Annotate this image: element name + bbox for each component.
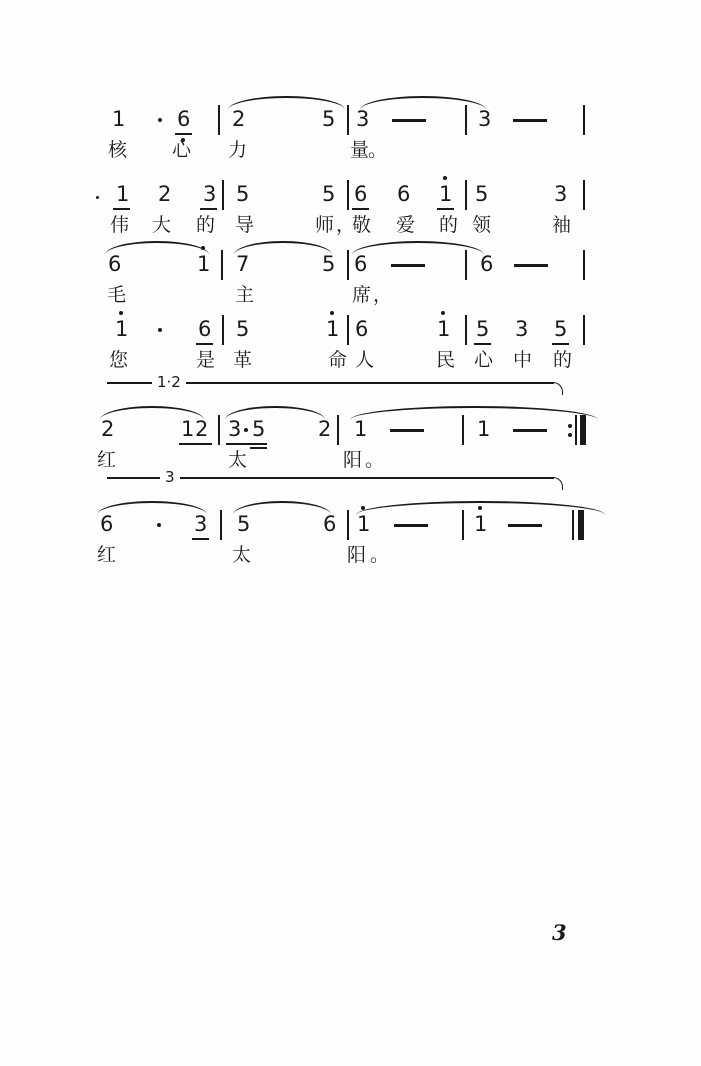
beam-underline [552, 343, 569, 345]
lyric-char: ， [373, 284, 393, 306]
lyric-char: 爱 [396, 214, 416, 236]
note-digit: 2 [101, 417, 115, 441]
barline [220, 510, 222, 540]
note-digit: 5 [236, 317, 250, 341]
lyric-char: 心 [474, 349, 494, 371]
note-digit: 1 [437, 317, 451, 341]
barline [218, 105, 220, 135]
barline [583, 250, 585, 280]
barline [347, 105, 349, 135]
sustain-dash [514, 264, 548, 267]
beam-underline [200, 208, 217, 210]
repeat-dot [568, 424, 572, 428]
barline [347, 250, 349, 280]
note-digit: 3 [228, 417, 242, 441]
lyric-char: 阳 [343, 449, 363, 471]
note-digit: 6 [323, 512, 337, 536]
octave-dot-high [119, 311, 123, 315]
tie-arc [350, 406, 598, 420]
beam-underline [192, 538, 209, 540]
lyric-char: 革 [233, 349, 253, 371]
volta-label: 1·2 [152, 373, 186, 391]
note-digit: 1 [115, 317, 129, 341]
beam-underline [196, 343, 213, 345]
note-digit: 3 [356, 107, 370, 131]
volta-hook [552, 477, 563, 490]
note-digit: 6 [354, 252, 368, 276]
lyric-char: ， [336, 214, 356, 236]
note-digit: 3 [554, 182, 568, 206]
augmentation-dot [158, 328, 162, 332]
lyric-char: 大 [152, 214, 172, 236]
lyric-char: 太 [232, 544, 252, 566]
beam-underline [175, 133, 192, 135]
note-digit: 1 [354, 417, 368, 441]
note-digit: 6 [355, 317, 369, 341]
lyric-char: 领 [472, 214, 492, 236]
lyric-char: 是 [196, 349, 216, 371]
note-digit: 1 [439, 182, 453, 206]
note-digit: 1 [357, 512, 371, 536]
note-digit: 3 [478, 107, 492, 131]
barline [337, 415, 339, 445]
note-digit: 5 [236, 182, 250, 206]
tie-arc [356, 501, 605, 515]
note-digit: 3 [194, 512, 208, 536]
lyric-char: 红 [97, 544, 117, 566]
lyric-char: 力 [228, 139, 248, 161]
barline [222, 180, 224, 210]
note-digit: 2 [195, 417, 209, 441]
note-digit: 5 [322, 107, 336, 131]
note-digit: 3 [203, 182, 217, 206]
note-digit: 1 [197, 252, 211, 276]
lyric-char: 席 [352, 284, 372, 306]
lyric-char: 的 [553, 349, 573, 371]
lyric-char: 红 [97, 449, 117, 471]
note-digit: 5 [252, 417, 266, 441]
lyric-char: 的 [439, 214, 459, 236]
lyric-char: 民 [436, 349, 456, 371]
lyric-char: 伟 [110, 214, 130, 236]
barline [583, 180, 585, 210]
ink-speck [96, 196, 99, 199]
augmentation-dot [244, 428, 248, 432]
lyric-char: 您 [109, 349, 129, 371]
lyric-char: 人 [355, 349, 375, 371]
lyric-char: 袖 [552, 214, 572, 236]
sustain-dash [508, 524, 542, 527]
barline [583, 315, 585, 345]
slur-arc [225, 406, 325, 420]
sustain-dash [394, 524, 428, 527]
octave-dot-high [330, 311, 334, 315]
barline [465, 180, 467, 210]
lyric-char: 阳 [347, 544, 367, 566]
lyric-char: 主 [235, 284, 255, 306]
barline [583, 105, 585, 135]
note-digit: 6 [100, 512, 114, 536]
sustain-dash [390, 429, 424, 432]
barline [347, 180, 349, 210]
beam-underline [474, 343, 491, 345]
note-digit: 6 [198, 317, 212, 341]
slur-arc [100, 406, 204, 420]
augmentation-dot [157, 523, 161, 527]
beam-underline [226, 443, 267, 445]
lyric-char: 太 [228, 449, 248, 471]
beam-underline [352, 208, 369, 210]
note-digit: 7 [236, 252, 250, 276]
lyric-char: 师 [315, 214, 335, 236]
note-digit: 6 [397, 182, 411, 206]
note-digit: 1 [477, 417, 491, 441]
slur-arc [352, 241, 484, 255]
sustain-dash [392, 119, 426, 122]
note-digit: 2 [232, 107, 246, 131]
lyric-char: 导 [235, 214, 255, 236]
note-digit: 1 [116, 182, 130, 206]
repeat-dot [568, 433, 572, 437]
note-digit: 5 [475, 182, 489, 206]
note-digit: 5 [554, 317, 568, 341]
lyric-char: 中 [513, 349, 533, 371]
sustain-dash [513, 429, 547, 432]
note-digit: 6 [177, 107, 191, 131]
beam-underline [250, 447, 267, 449]
note-digit: 3 [515, 317, 529, 341]
lyric-char: 敬 [352, 214, 372, 236]
note-digit: 6 [480, 252, 494, 276]
barline [465, 315, 467, 345]
lyric-char: 核 [108, 139, 128, 161]
lyric-char: 命 [328, 349, 348, 371]
note-digit: 5 [322, 182, 336, 206]
lyric-char: 量 [350, 139, 370, 161]
barline [347, 315, 349, 345]
note-digit: 1 [112, 107, 126, 131]
note-digit: 2 [318, 417, 332, 441]
note-digit: 5 [476, 317, 490, 341]
lyric-char: 毛 [107, 284, 127, 306]
volta-hook [552, 382, 563, 395]
augmentation-dot [158, 118, 162, 122]
slur-arc [234, 241, 332, 255]
slur-arc [97, 501, 207, 515]
lyric-char: 心 [172, 139, 192, 161]
lyric-char: 的 [196, 214, 216, 236]
slur-arc [228, 96, 345, 110]
barline [347, 510, 349, 540]
beam-underline [179, 443, 212, 445]
note-digit: 1 [474, 512, 488, 536]
slur-arc [105, 241, 209, 255]
note-digit: 2 [158, 182, 172, 206]
lyric-char: 。 [370, 544, 390, 566]
sustain-dash [513, 119, 547, 122]
volta-label: 3 [160, 468, 180, 486]
octave-dot-high [441, 311, 445, 315]
barline [218, 415, 220, 445]
barline [222, 315, 224, 345]
note-digit: 1 [181, 417, 195, 441]
octave-dot-high [443, 176, 447, 180]
note-digit: 6 [108, 252, 122, 276]
beam-underline [113, 208, 130, 210]
slur-arc [360, 96, 486, 110]
slur-arc [233, 501, 331, 515]
sustain-dash [391, 264, 425, 267]
note-digit: 1 [326, 317, 340, 341]
barline [221, 250, 223, 280]
lyric-char: 。 [365, 449, 385, 471]
note-digit: 5 [322, 252, 336, 276]
lyric-char: 。 [368, 139, 388, 161]
page-number: 3 [552, 920, 567, 945]
beam-underline [437, 208, 454, 210]
note-digit: 5 [237, 512, 251, 536]
note-digit: 6 [354, 182, 368, 206]
